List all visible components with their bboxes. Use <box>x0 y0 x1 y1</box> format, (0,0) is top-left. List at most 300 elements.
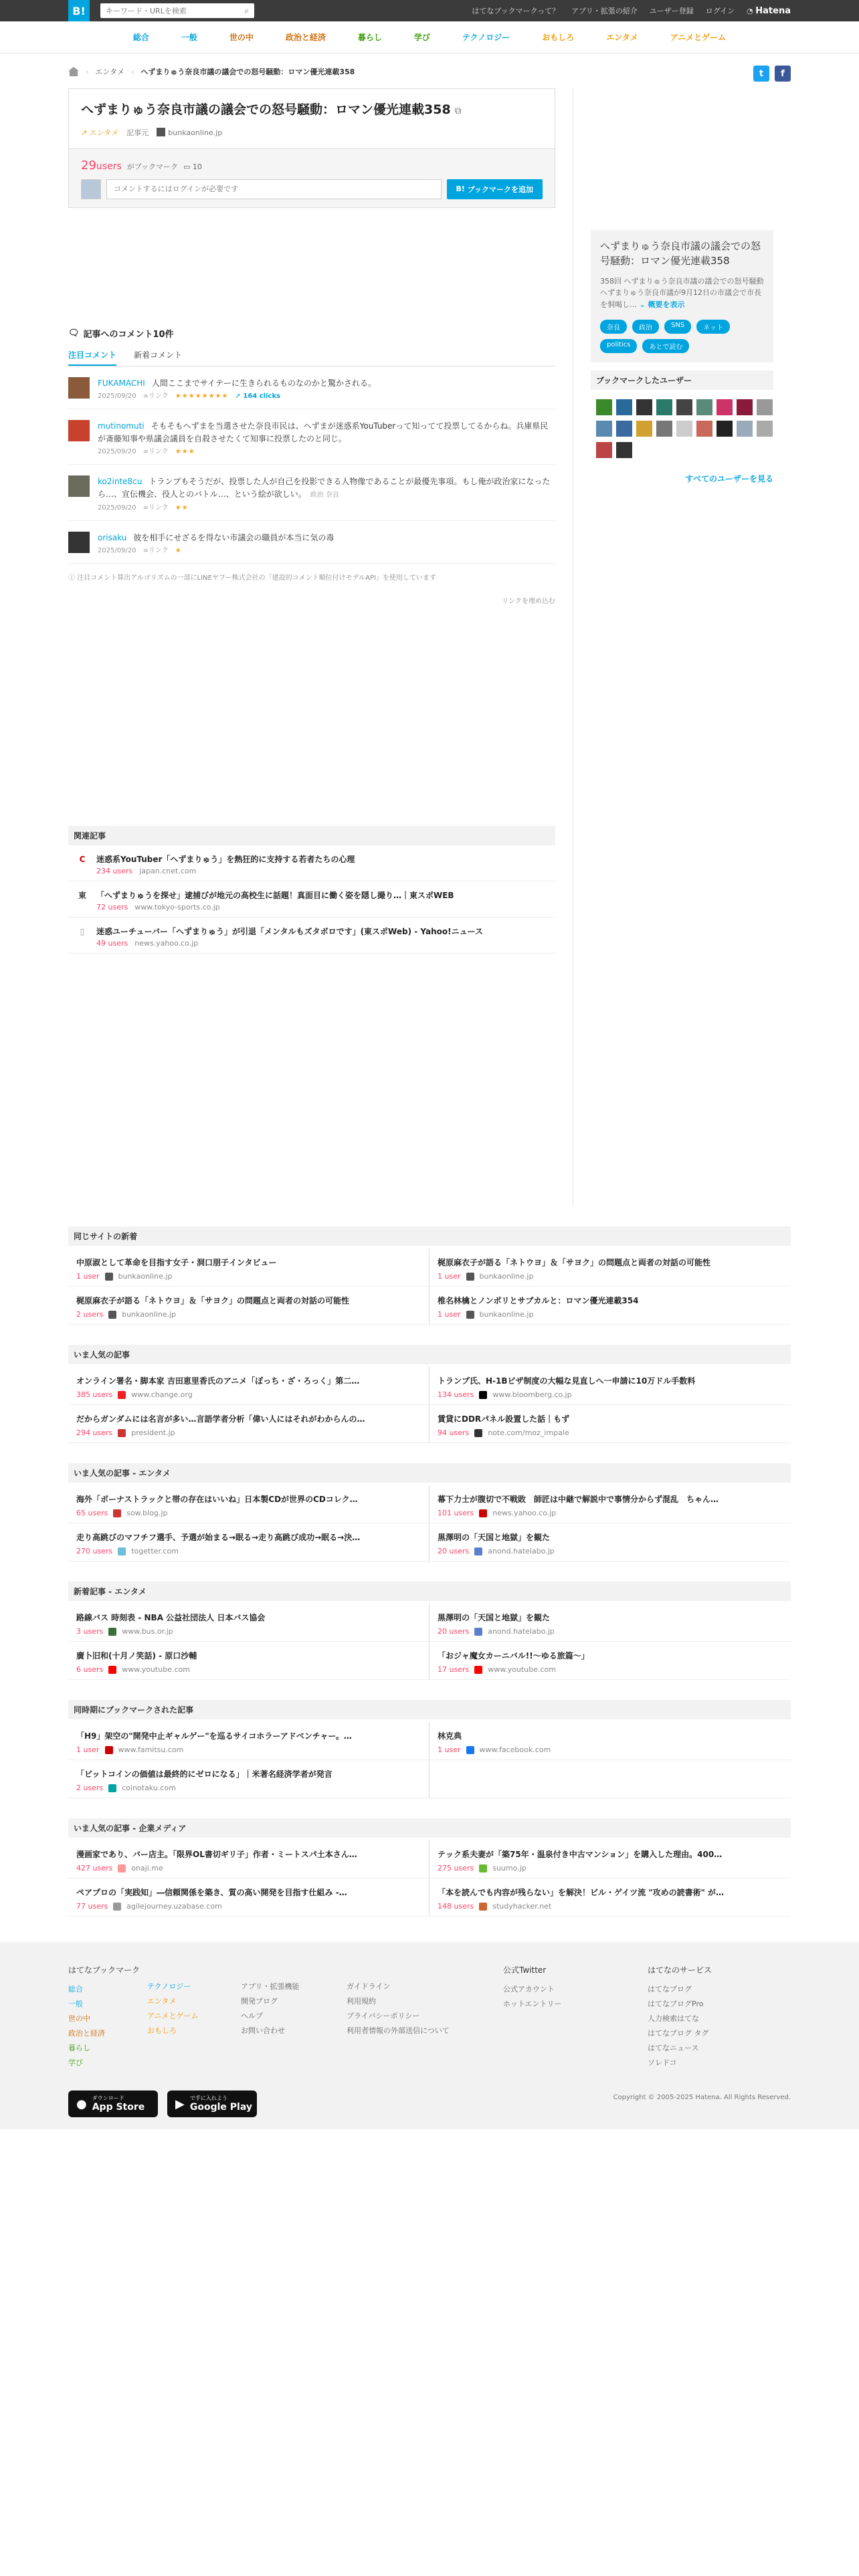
article-title[interactable]: だからガンダムには名言が多い…言語学者分析「偉い人にはそれがわからんの… <box>76 1414 365 1424</box>
footer-link[interactable]: はてなブログ タグ <box>648 2029 709 2038</box>
article-item[interactable] <box>430 1485 791 1523</box>
article-title[interactable]: 「おジャ魔女カーニバル!!〜ゆる旅篇〜」 <box>438 1651 589 1661</box>
article-item[interactable] <box>430 1840 791 1879</box>
site-favicon-icon <box>108 1784 116 1792</box>
user-avatar[interactable] <box>68 475 90 497</box>
comment-item <box>68 366 555 409</box>
article-meta <box>76 1665 421 1674</box>
article-users[interactable]: 20 users <box>438 1547 470 1556</box>
tag-chip[interactable]: politics <box>600 339 637 353</box>
article-title[interactable]: 廣卜旧和(十月ノ笑話) - 原口沙輔 <box>76 1651 197 1661</box>
article-item[interactable] <box>68 1722 430 1760</box>
footer-link[interactable]: お問い合わせ <box>241 2026 285 2036</box>
breadcrumb-current: へずまりゅう奈良市議の議会での怒号騒動：ロマン優光連載358 <box>140 68 355 76</box>
site-favicon-icon <box>113 1903 121 1911</box>
article-users[interactable]: 148 users <box>438 1902 474 1911</box>
comment-username[interactable]: FUKAMACHI <box>98 378 145 388</box>
related-title[interactable]: 迷惑系YouTuber「へずまりゅう」を熱狂的に支持する若者たちの心理 <box>96 854 355 864</box>
article-domain[interactable]: bunkaonline.jp <box>479 1272 534 1281</box>
embed-links-toggle[interactable]: リンクを埋め込む <box>502 597 555 605</box>
bookmark-user-avatar[interactable] <box>757 421 773 437</box>
tag-chip[interactable]: 政治 <box>632 320 659 334</box>
user-avatar[interactable] <box>68 377 90 399</box>
related-item[interactable] <box>68 881 555 918</box>
comment-text: そもそもヘずまを当選させた奈良市民は、ヘずまが迷惑系YouTuberって知ってて投票してるからね。兵庫県民が斎藤知事や県議会議員を自殺させたくて知事に投票したのと同じ。 <box>98 421 549 443</box>
comment-date[interactable]: 2025/09/20 <box>98 448 136 456</box>
category-nav-item[interactable]: 政治と経済 <box>285 33 326 42</box>
comment-item <box>68 521 555 564</box>
article-item[interactable] <box>68 1523 430 1562</box>
site-favicon-icon <box>108 1311 116 1319</box>
app-store-button[interactable]: ● ダウンロード App Store <box>68 2090 158 2117</box>
tab-new-comments[interactable]: 新着コメント <box>134 350 183 360</box>
related-domain[interactable]: japan.cnet.com <box>139 866 197 875</box>
article-title[interactable]: トランプ氏、H-1Bビザ制度の大幅な見直しへ一申請に10万ドル手数料 <box>438 1376 696 1386</box>
article-item[interactable] <box>430 1604 791 1642</box>
category-nav-item[interactable]: エンタメ <box>606 33 638 42</box>
footer-link[interactable]: はてなブログ <box>648 1985 692 1994</box>
footer-category-link[interactable]: 総合 <box>68 1985 83 1994</box>
section-title: 新着記事 - エンタメ <box>68 1582 791 1601</box>
bookmark-user-avatar[interactable] <box>616 442 632 458</box>
footer-category-link[interactable]: 学び <box>68 2058 83 2068</box>
related-title[interactable]: 「へずまりゅうを探せ」逮捕びが地元の高校生に話題！真面目に働く姿を隠し撮り…｜東スポWEB <box>96 890 454 900</box>
comment-username[interactable]: orisaku <box>98 532 127 542</box>
comment-link[interactable] <box>143 447 169 457</box>
article-item[interactable] <box>430 1722 791 1760</box>
article-domain[interactable]: www.bus.or.jp <box>122 1627 173 1636</box>
article-meta <box>438 1864 783 1872</box>
article-title[interactable]: 林克典 <box>438 1731 462 1741</box>
article-users[interactable]: 385 users <box>76 1390 113 1400</box>
facebook-share-icon[interactable]: f <box>775 66 791 82</box>
bookmark-user-avatar[interactable] <box>656 399 672 415</box>
article-item[interactable] <box>430 1879 791 1917</box>
hatena-bookmark-logo[interactable]: B! <box>68 0 90 21</box>
article-domain[interactable]: togetter.com <box>131 1547 179 1556</box>
article-domain[interactable]: anond.hatelabo.jp <box>488 1627 555 1636</box>
footer-link[interactable]: 人力検索はてな <box>648 2014 699 2024</box>
tag-chip[interactable]: SNS <box>664 320 691 334</box>
same-site-section <box>68 1226 791 1325</box>
bookmark-user-avatar[interactable] <box>616 421 632 437</box>
entry-summary-card <box>591 230 773 362</box>
article-domain[interactable]: studyhacker.net <box>492 1902 552 1911</box>
article-meta <box>76 1310 421 1319</box>
related-text <box>96 926 483 948</box>
comment-meta <box>98 503 555 514</box>
article-meta <box>76 1864 421 1872</box>
top-link-login[interactable]: ログイン <box>705 7 735 15</box>
footer-category-link[interactable]: エンタメ <box>147 1997 177 2006</box>
article-title[interactable]: 走り高跳びのマフチフ選手、予選が始まる→眠る→走り高跳び成功→眠る→決… <box>76 1533 361 1543</box>
related-meta <box>96 939 483 948</box>
article-domain[interactable]: anond.hatelabo.jp <box>488 1547 555 1556</box>
bookmark-user-avatar[interactable] <box>696 421 712 437</box>
tag-list <box>600 320 764 353</box>
related-text <box>96 853 355 875</box>
article-title[interactable]: 路線バス 時刻表 - NBA 公益社団法人 日本バス協会 <box>76 1613 266 1623</box>
category-nav-item[interactable]: 一般 <box>181 33 197 42</box>
article-users[interactable]: 1 user <box>76 1272 100 1281</box>
footer-category-link[interactable]: アニメとゲーム <box>147 2012 199 2021</box>
category-nav <box>0 21 859 53</box>
star-rating[interactable]: ★★ <box>175 504 189 512</box>
bookmark-user-avatar[interactable] <box>636 421 652 437</box>
comment-text: 人間ここまでサイテーに生きられるものなのかと驚かされる。 <box>151 378 377 388</box>
footer-link[interactable]: 利用者情報の外部送信について <box>347 2026 450 2036</box>
article-users[interactable]: 275 users <box>438 1864 474 1873</box>
article-domain[interactable]: onaji.me <box>131 1864 163 1873</box>
article-meta <box>76 1509 421 1517</box>
article-users[interactable]: 77 users <box>76 1902 108 1911</box>
link-icon: ∞ <box>142 392 149 400</box>
google-play-button[interactable]: ▶ で手に入れよう Google Play <box>167 2090 257 2117</box>
star-rating[interactable]: ★★★ <box>175 448 195 456</box>
copyright: Copyright © 2005-2025 Hatena. All Rights Reserved. <box>613 2094 791 2102</box>
footer-link[interactable]: アプリ・拡張機能 <box>241 1982 300 1992</box>
comment-username[interactable]: mutinomuti <box>98 421 145 431</box>
article-users[interactable]: 134 users <box>438 1390 474 1400</box>
bookmark-user-avatar[interactable] <box>696 399 712 415</box>
bookmark-user-avatar[interactable] <box>757 399 773 415</box>
comment-date[interactable]: 2025/09/20 <box>98 504 136 512</box>
comment-date[interactable]: 2025/09/20 <box>98 546 136 554</box>
related-meta <box>96 903 454 911</box>
article-item[interactable] <box>430 1249 791 1287</box>
article-item[interactable] <box>68 1879 430 1917</box>
article-item[interactable] <box>430 1405 791 1443</box>
related-meta <box>96 867 355 875</box>
comment-tags[interactable]: 政治 奈良 <box>310 492 339 500</box>
tab-popular-comments[interactable]: 注目コメント <box>68 349 116 366</box>
article-domain[interactable]: bunkaonline.jp <box>122 1310 177 1319</box>
article-item[interactable] <box>68 1840 430 1879</box>
social-share <box>753 66 791 82</box>
article-domain[interactable]: www.change.org <box>131 1390 193 1400</box>
site-favicon-icon <box>105 1273 113 1281</box>
bookmark-user-avatar[interactable] <box>676 421 692 437</box>
article-meta <box>76 1547 421 1555</box>
same-time-section <box>68 1700 791 1798</box>
article-meta <box>76 1272 421 1281</box>
article-meta <box>438 1310 783 1319</box>
article-users[interactable]: 94 users <box>438 1428 470 1438</box>
star-rating[interactable]: ★★★★★★★★ <box>175 392 229 400</box>
all-users-link[interactable]: すべてのユーザーを見る <box>685 474 773 484</box>
footer-link[interactable]: はてなブログPro <box>648 2000 704 2009</box>
user-avatar[interactable] <box>68 532 90 553</box>
category-nav-item[interactable]: 学び <box>413 33 430 42</box>
comment-line <box>98 420 555 445</box>
article-domain[interactable]: bunkaonline.jp <box>479 1310 534 1319</box>
comment-link[interactable] <box>143 503 169 514</box>
category-nav-item[interactable]: 暮らし <box>357 33 382 42</box>
article-users[interactable]: 1 user <box>438 1310 461 1319</box>
article-users[interactable]: 2 users <box>76 1310 104 1319</box>
show-summary-link[interactable]: ⌄ 概要を表示 <box>639 300 685 309</box>
sidebar-ad-space <box>591 88 773 230</box>
article-domain[interactable]: bunkaonline.jp <box>118 1272 173 1281</box>
footer-link[interactable]: 開発ブログ <box>241 1997 278 2006</box>
site-favicon-icon <box>108 1666 116 1674</box>
bookmark-user-avatar[interactable] <box>596 442 612 458</box>
top-link-register[interactable]: ユーザー登録 <box>649 7 694 15</box>
article-domain[interactable]: www.bloomberg.co.jp <box>492 1390 572 1400</box>
related-domain[interactable]: news.yahoo.co.jp <box>134 938 199 948</box>
popular-section <box>68 1345 791 1443</box>
twitter-share-icon[interactable]: t <box>753 66 769 82</box>
comments-title: 🗨 記事へのコメント10件 <box>68 328 174 340</box>
article-domain[interactable]: note.com/moz_impale <box>488 1428 569 1438</box>
article-users[interactable]: 270 users <box>76 1547 113 1556</box>
article-title[interactable]: ペアプロの「実践知」―信頼関係を築き、質の高い開発を目指す仕組み -… <box>76 1888 347 1898</box>
category-nav-item[interactable]: アニメとゲーム <box>670 33 727 42</box>
article-meta <box>76 1902 421 1911</box>
article-grid <box>68 1840 791 1917</box>
bookmark-user-avatar[interactable] <box>737 421 753 437</box>
article-domain[interactable]: president.jp <box>131 1428 175 1438</box>
related-users[interactable]: 72 users <box>96 902 128 911</box>
category-nav-item[interactable]: 総合 <box>132 33 149 42</box>
article-domain[interactable]: www.famitsu.com <box>118 1745 184 1755</box>
article-title[interactable]: 梶原麻衣子が語る「ネトウヨ」＆「サヨク」の問題点と両者の対話の可能性 <box>438 1258 711 1268</box>
tag-chip[interactable]: 奈良 <box>600 320 627 334</box>
comment-link[interactable] <box>143 546 169 556</box>
article-users[interactable]: 1 user <box>438 1745 461 1755</box>
article-item[interactable] <box>430 1642 791 1680</box>
entry-title[interactable]: へずまりゅう奈良市議の議会での怒号騒動：ロマン優光連載358 ⧉ <box>81 102 462 117</box>
article-title[interactable]: テック系夫妻が「築75年・温泉付き中古マンション」を購入した理由。400… <box>438 1850 723 1860</box>
comment-body <box>98 475 555 513</box>
article-title[interactable]: 黒澤明の「天国と地獄」を観た <box>438 1533 551 1543</box>
site-favicon-icon <box>474 1666 482 1674</box>
comment-text: 彼を相手にせざるを得ない市議会の職員が本当に気の毒 <box>133 532 335 542</box>
footer-link[interactable]: プライバシーポリシー <box>347 2012 420 2021</box>
apple-icon: ● <box>76 2097 87 2111</box>
bookmarked-label: がブックマーク <box>126 162 178 171</box>
article-title[interactable]: 賃貸にDDRパネル設置した話｜もず <box>438 1414 570 1424</box>
top-link-apps[interactable]: アプリ・拡張の紹介 <box>571 7 638 15</box>
article-item[interactable] <box>68 1405 430 1443</box>
star-rating[interactable]: ★ <box>175 546 182 554</box>
article-item[interactable] <box>68 1249 430 1287</box>
article-users[interactable]: 1 user <box>438 1272 461 1281</box>
footer-link[interactable]: ガイドライン <box>347 1982 391 1992</box>
article-domain[interactable]: sow.blog.jp <box>126 1509 168 1518</box>
related-domain[interactable]: www.tokyo-sports.co.jp <box>134 902 220 911</box>
article-title[interactable]: 「H9」架空の"開発中止ギャルゲー"を巡るサイコホラーアドベンチャー。… <box>76 1731 352 1741</box>
article-meta <box>438 1509 783 1517</box>
comment-meta <box>98 546 555 556</box>
article-item[interactable] <box>68 1642 430 1680</box>
article-title[interactable]: 海外「ボーナストラックと帯の存在はいいね」日本製CDが世界のCDコレク… <box>76 1495 358 1505</box>
category-nav-item[interactable]: テクノロジー <box>462 33 510 42</box>
footer-col-cats <box>147 1962 241 2070</box>
popular-ent-section <box>68 1463 791 1562</box>
user-avatar[interactable] <box>68 420 90 441</box>
article-users[interactable]: 101 users <box>438 1509 474 1518</box>
comment-username[interactable]: ko2inte8cu <box>98 477 142 487</box>
footer-link[interactable]: 公式アカウント <box>503 1985 555 1994</box>
site-favicon-icon <box>108 1628 116 1636</box>
article-domain[interactable]: coinotaku.com <box>122 1784 176 1793</box>
bookmark-user-avatar[interactable] <box>676 399 692 415</box>
comment-input[interactable] <box>106 179 442 199</box>
footer-link[interactable]: ヘルプ <box>241 2012 263 2021</box>
footer-category-link[interactable]: 世の中 <box>68 2014 90 2024</box>
hatena-brand[interactable]: ◔ Hatena <box>747 5 791 16</box>
article-item[interactable] <box>68 1367 430 1405</box>
comment-line <box>98 377 555 390</box>
article-title[interactable]: 椎名林檎とノンポリとサブカルと：ロマン優光連載354 <box>438 1296 639 1306</box>
users-count[interactable]: 29users <box>81 158 122 173</box>
entry-domain[interactable]: bunkaonline.jp <box>157 128 222 137</box>
related-item[interactable] <box>68 918 555 954</box>
comment-count[interactable]: ▭ 10 <box>183 162 202 171</box>
article-item[interactable] <box>430 1523 791 1562</box>
article-title[interactable]: 「ビットコインの価値は最終的にゼロになる」｜米著名経済学者が発言 <box>76 1769 332 1780</box>
site-favicon-icon <box>474 1628 482 1636</box>
article-item[interactable] <box>430 1367 791 1405</box>
site-favicon-icon <box>474 1429 482 1437</box>
bookmark-user-avatar[interactable] <box>596 399 612 415</box>
home-icon[interactable] <box>68 67 79 76</box>
link-icon: ∞ <box>142 546 149 554</box>
bookmark-user-avatar[interactable] <box>717 399 733 415</box>
comment-body <box>98 532 555 556</box>
article-item[interactable] <box>430 1287 791 1325</box>
article-domain[interactable]: www.facebook.com <box>479 1745 551 1755</box>
article-title[interactable]: 幕下力士が腹切で不戦敗 師匠は中継で解説中で事情分からず混乱 ちゃん… <box>438 1495 719 1505</box>
article-item[interactable] <box>68 1287 430 1325</box>
comment-text: トランプもそうだが、投票した人が自己を投影できる人物像であることが最優先事項。もし俺が政治家になったら…、宣伝機会、役人とのバトル…、という絵が欲しい。 <box>98 477 551 500</box>
footer-link[interactable]: ホットエントリー <box>503 2000 562 2009</box>
site-favicon-icon <box>479 1509 487 1517</box>
summary-title[interactable]: へずまりゅう奈良市議の議会での怒号騒動：ロマン優光連載358 <box>600 240 761 267</box>
article-domain[interactable]: www.youtube.com <box>122 1665 190 1675</box>
footer-col-info <box>241 1962 347 2070</box>
related-users[interactable]: 234 users <box>96 866 133 875</box>
bookmark-user-avatar[interactable] <box>636 399 652 415</box>
article-domain[interactable]: suumo.jp <box>492 1864 527 1873</box>
speech-bubble-icon: 🗨 <box>68 328 80 338</box>
article-meta <box>438 1547 783 1555</box>
article-title[interactable]: オンライン署名・脚本家 吉田恵里香氏のアニメ「ぼっち・ざ・ろっく」第二… <box>76 1376 360 1386</box>
related-title[interactable]: 迷惑ユーチューバー「へずまりゅう」が引退「メンタルもズタボロです」(東スポWeb) - Yahoo!ニュース <box>96 926 483 936</box>
site-favicon-icon <box>474 1547 482 1555</box>
main-column <box>68 88 555 1206</box>
breadcrumb-category[interactable]: エンタメ <box>95 68 124 76</box>
article-meta <box>76 1428 421 1437</box>
article-users[interactable]: 3 users <box>76 1627 104 1636</box>
article-users[interactable]: 20 users <box>438 1627 470 1636</box>
comment-date[interactable]: 2025/09/20 <box>98 392 136 400</box>
footer-link[interactable]: 利用規約 <box>347 1997 376 2006</box>
article-users[interactable]: 2 users <box>76 1784 104 1793</box>
search-icon[interactable]: ⌕ <box>244 5 249 15</box>
category-nav-item[interactable]: 世の中 <box>229 33 254 42</box>
site-favicon-icon <box>118 1391 126 1399</box>
article-meta <box>438 1902 783 1911</box>
section-title: 同時期にブックマークされた記事 <box>68 1700 791 1719</box>
article-grid <box>68 1367 791 1443</box>
link-icon: ∞ <box>142 504 149 512</box>
footer-category-link[interactable]: テクノロジー <box>147 1982 191 1992</box>
bookmark-user-avatar[interactable] <box>656 421 672 437</box>
footer-category-link[interactable]: 政治と経済 <box>68 2029 105 2038</box>
article-users[interactable]: 6 users <box>76 1665 104 1675</box>
bookmark-users-title: ブックマークしたユーザー <box>591 370 773 390</box>
section-title: いま人気の記事 - エンタメ <box>68 1463 791 1483</box>
comment-link-label: リンク <box>148 546 169 554</box>
tag-chip[interactable]: あとで読む <box>642 339 689 353</box>
site-favicon-icon <box>118 1864 126 1872</box>
article-title[interactable]: 「本を読んでも内容が残らない」を解決！ビル・ゲイツ流 "攻めの読書術" が… <box>438 1888 725 1898</box>
footer-category-link[interactable]: 暮らし <box>68 2044 90 2053</box>
article-item[interactable] <box>68 1485 430 1523</box>
entry-category[interactable]: ↗ エンタメ <box>81 128 119 137</box>
article-title[interactable]: 漫画家であり、バー店主。「限界OL書切ギリ子」作者・ミートスパ土本さん… <box>76 1850 357 1860</box>
add-bookmark-button[interactable]: B! ブックマークを追加 <box>447 179 543 199</box>
ad-space-2 <box>68 605 555 826</box>
footer-link[interactable]: ソレドコ <box>648 2058 677 2068</box>
article-users[interactable]: 1 user <box>76 1745 100 1755</box>
site-icon: ▯ <box>80 926 85 936</box>
comment-line <box>98 475 555 501</box>
article-title[interactable]: 黒澤明の「天国と地獄」を観た <box>438 1613 551 1623</box>
article-grid <box>68 1249 791 1325</box>
bookmark-user-avatar[interactable] <box>737 399 753 415</box>
article-item[interactable] <box>68 1604 430 1642</box>
article-title[interactable]: 梶原麻衣子が語る「ネトウヨ」＆「サヨク」の問題点と両者の対話の可能性 <box>76 1296 350 1306</box>
comments-section <box>68 327 555 605</box>
bookmark-logo-icon: B! <box>456 185 468 194</box>
footer-category-link[interactable]: 一般 <box>68 2000 83 2009</box>
external-link-icon[interactable]: ⧉ <box>454 106 462 116</box>
article-meta <box>438 1745 783 1754</box>
comment-link[interactable] <box>143 391 169 402</box>
footer-col-bookmark <box>68 1962 147 2070</box>
bookmark-user-avatar[interactable] <box>616 399 632 415</box>
footer-link[interactable]: はてなニュース <box>648 2044 699 2053</box>
article-domain[interactable]: news.yahoo.co.jp <box>492 1509 557 1518</box>
article-meta <box>438 1665 783 1674</box>
category-nav-item[interactable]: おもしろ <box>542 33 575 42</box>
bookmark-user-avatar[interactable] <box>717 421 733 437</box>
search-input[interactable] <box>106 7 244 15</box>
article-users[interactable]: 65 users <box>76 1509 108 1518</box>
article-title[interactable]: 中原淑として革命を目指す女子・洞口朋子インタビュー <box>76 1258 277 1268</box>
article-users[interactable]: 427 users <box>76 1864 113 1873</box>
comment-list <box>68 366 555 564</box>
related-title: 関連記事 <box>68 826 555 845</box>
bookmark-user-avatar[interactable] <box>596 421 612 437</box>
top-link-about[interactable]: はてなブックマークって？ <box>472 7 560 15</box>
article-users[interactable]: 294 users <box>76 1428 113 1438</box>
article-meta <box>76 1390 421 1399</box>
article-item[interactable] <box>68 1760 430 1798</box>
article-domain[interactable]: agilejourney.uzabase.com <box>126 1902 222 1911</box>
related-users[interactable]: 49 users <box>96 938 128 948</box>
footer-category-link[interactable]: おもしろ <box>147 2026 177 2036</box>
related-item[interactable] <box>68 845 555 881</box>
article-users[interactable]: 17 users <box>438 1665 470 1675</box>
search-box[interactable] <box>100 3 254 18</box>
summary-text: 358回 へずまりゅう奈良市議の議会での怒号騒動 へずまりゅう奈良市議が9月12日の市議会で市長を恫喝し… ⌄ 概要を表示 <box>600 276 764 309</box>
article-domain[interactable]: www.youtube.com <box>488 1665 556 1675</box>
tag-chip[interactable]: ネット <box>696 320 730 334</box>
